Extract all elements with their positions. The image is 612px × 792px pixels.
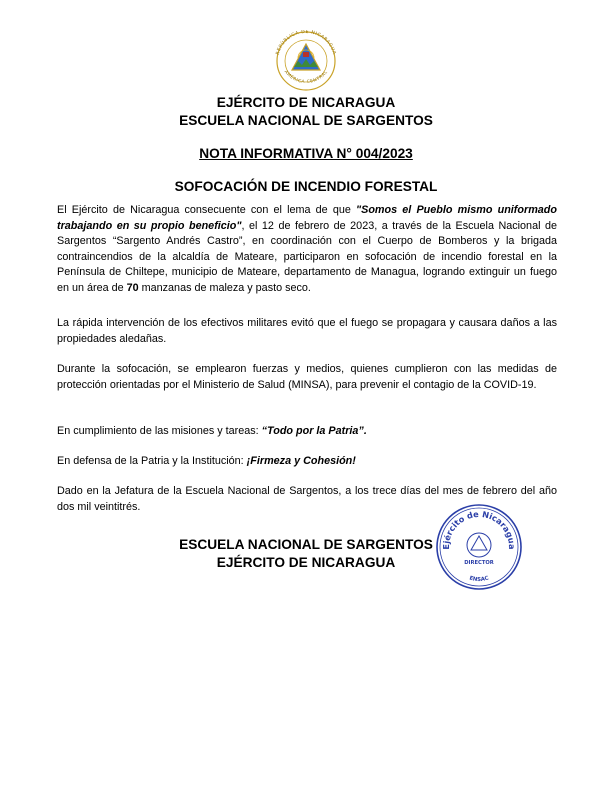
stamp-top-text: Ejército de Nicaragua bbox=[440, 508, 518, 550]
p1-motto: "Somos el Pueblo mismo uniformado trabajando en su propio beneficio" bbox=[57, 204, 557, 232]
paragraph-1 bbox=[57, 203, 557, 296]
signature-school-name: ESCUELA NACIONAL DE SARGENTOS bbox=[179, 537, 433, 552]
p4-text: En cumplimiento de las misiones y tareas: bbox=[57, 425, 262, 437]
p1-area-number: 70 bbox=[126, 281, 139, 294]
seal-bottom-text: AMÉRICA CENTRAL bbox=[282, 69, 330, 86]
coat-of-arms-logo bbox=[265, 30, 347, 92]
paragraph-2: La rápida intervención de los efectivos militares evitó que el fuego se propagara y causara daños a las propiedades aledañas. bbox=[57, 317, 557, 345]
p1-text-c: , el 12 de febrero de 2023, a través de la Escuela Nacional de Sargentos “Sargento Andrés Castro”, en coordinación con el Cuerpo de Bomberos y la brigada contraincendios de la alcaldía de Mateare, participaron en sofocación de incendio forestal en la Península de Chiltepe, municipio de Mateare, departamento de Managua, logrando extinguir un fuego en un área de bbox=[57, 219, 557, 294]
document-title: SOFOCACIÓN DE INCENDIO FORESTAL bbox=[174, 179, 438, 194]
p1-text-e: manzanas de maleza y pasto seco. bbox=[138, 281, 311, 294]
director-stamp bbox=[435, 503, 523, 591]
stamp-director-text: DIRECTOR bbox=[464, 560, 494, 566]
paragraph-5 bbox=[57, 454, 557, 470]
paragraph-6: Dado en la Jefatura de la Escuela Nacional de Sargentos, a los trece días del mes de febrero del año dos mil veintitrés. bbox=[57, 485, 557, 513]
header-school-name: ESCUELA NACIONAL DE SARGENTOS bbox=[179, 113, 433, 128]
svg-text:AMÉRICA CENTRAL bbox=[283, 69, 329, 85]
header-army-name: EJÉRCITO DE NICARAGUA bbox=[216, 95, 396, 110]
paragraph-3: Durante la sofocación, se emplearon fuerzas y medios, quienes cumplieron con las medidas de protección orientadas por el Ministerio de Salud (MINSA), para prevenir el contagio de la COVID-19. bbox=[57, 363, 557, 391]
seal-top-text: REPÚBLICA DE NICARAGUA bbox=[275, 30, 337, 56]
p5-text: En defensa de la Patria y la Institución: bbox=[57, 455, 247, 467]
p1-text-a: El Ejército de Nicaragua consecuente con el lema de que bbox=[57, 204, 357, 216]
signature-army-name: EJÉRCITO DE NICARAGUA bbox=[216, 555, 396, 570]
stamp-bottom-text: ENSAC bbox=[468, 575, 490, 584]
note-number: NOTA INFORMATIVA N° 004/2023 bbox=[199, 146, 413, 161]
svg-text:ENSAC bbox=[469, 575, 490, 583]
p4-motto: “Todo por la Patria”. bbox=[261, 425, 367, 437]
p5-motto: ¡Firmeza y Cohesión! bbox=[246, 455, 356, 467]
paragraph-4 bbox=[57, 424, 557, 440]
